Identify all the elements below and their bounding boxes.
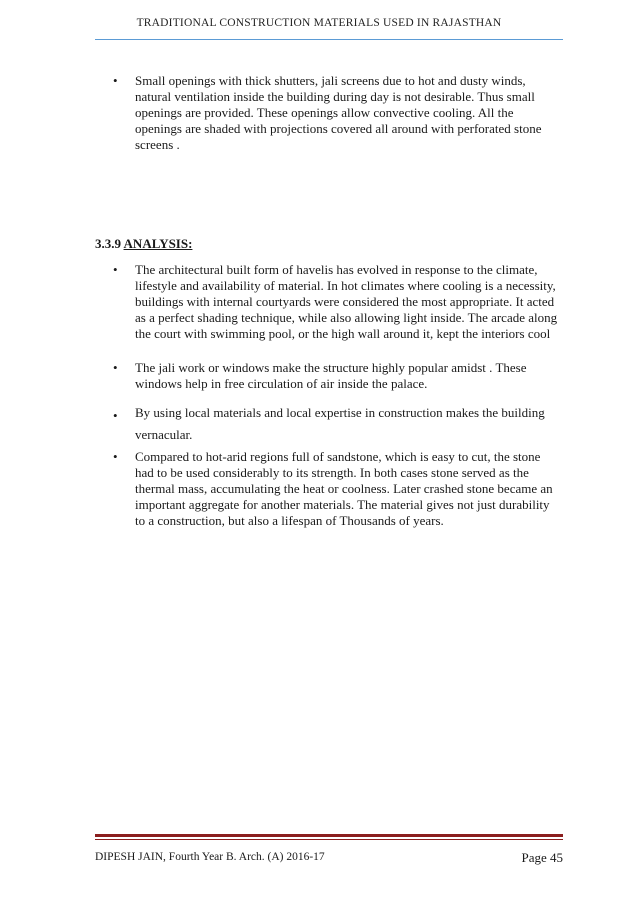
section-number: 3.3.9 — [95, 236, 121, 251]
footer-author: DIPESH JAIN, Fourth Year B. Arch. (A) 2016-17 — [95, 851, 325, 863]
section-title: ANALYSIS: — [123, 236, 193, 251]
page-number: Page 45 — [521, 850, 563, 865]
bullet-item: • The jali work or windows make the structure highly popular amidst . These windows help in free circulation of air inside the palace. — [0, 360, 560, 392]
footer-divider-thin — [95, 839, 563, 840]
bullet-item: • The architectural built form of havelis has evolved in response to the climate, lifestyle and availability of material. In hot climates where cooling is a necessity, buildings with internal courtyards were considered the most appropriate. It acted as a perfect shading technique, while also allowing light inside. The arcade along the court with swimming pool, or the high wall around it, kept the interiors cool — [0, 262, 560, 342]
section-heading — [95, 236, 192, 252]
intro-bullet-list — [0, 73, 560, 153]
bullet-item: • Compared to hot-arid regions full of sandstone, which is easy to cut, the stone had to be used considerably to its strength. In both cases stone served as the thermal mass, accumulating the heat or coolness. Later crashed stone became an important aggregate for another materials. The material gives not just durability to a construction, but also a lifespan of Thousands of years. — [0, 449, 560, 529]
bullet-item: • Small openings with thick shutters, jali screens due to hot and dusty winds, natural ventilation inside the building during day is not desirable. Thus small openings are provided. These openings allow convective cooling. All the openings are shaded with projections covered all around with perforated stone screens . — [0, 73, 560, 153]
page-header-title: TRADITIONAL CONSTRUCTION MATERIALS USED IN RAJASTHAN — [136, 17, 502, 29]
bullet-item: • By using local materials and local expertise in construction makes the building vernacular. — [0, 402, 560, 446]
footer-divider-thick — [95, 834, 563, 837]
analysis-bullet-list — [0, 262, 560, 529]
header-divider — [95, 39, 563, 40]
